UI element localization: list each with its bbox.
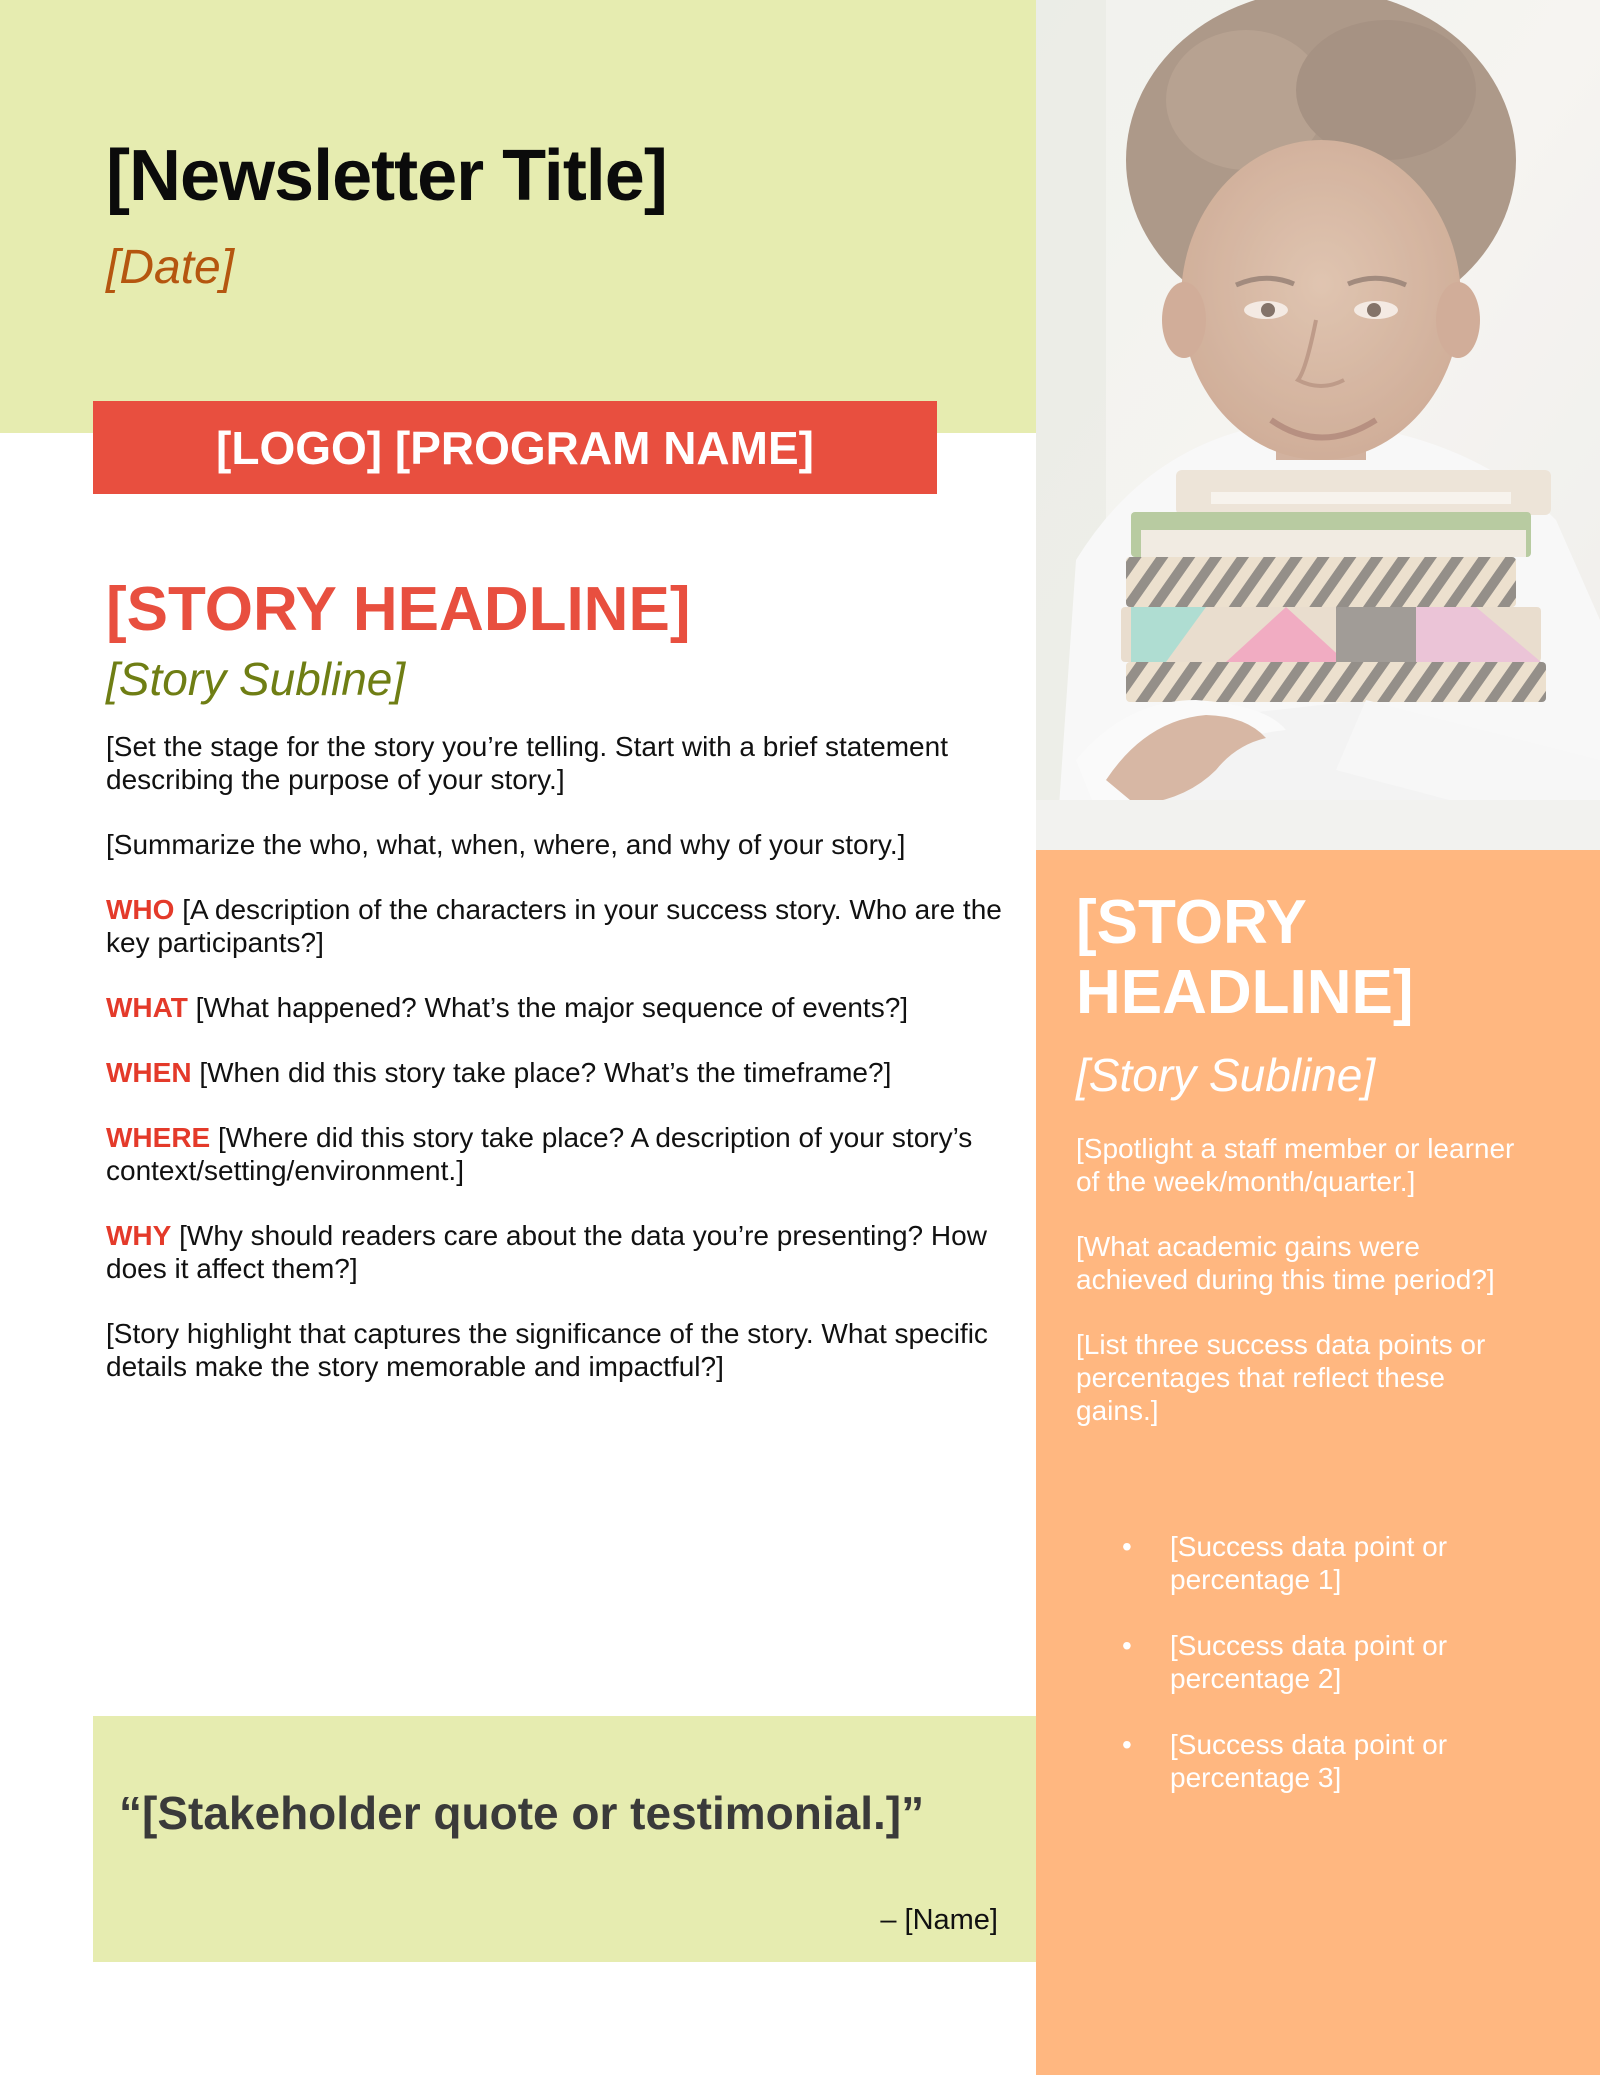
sidebar-spotlight: [Spotlight a staff member or learner of the week/month/quarter.] (1076, 1133, 1515, 1197)
newsletter-date: [Date] (106, 241, 235, 294)
who-text: [A description of the characters in your success story. Who are the key participants?] (106, 894, 1002, 958)
what-label: WHAT (106, 992, 188, 1023)
program-banner (93, 401, 937, 494)
story-summary: [Summarize the who, what, when, where, and why of your story.] (106, 829, 906, 860)
story-where (106, 1121, 1006, 1187)
where-label: WHERE (106, 1122, 211, 1153)
sidebar-gains: [What academic gains were achieved during this time period?] (1076, 1231, 1495, 1295)
why-label: WHY (106, 1220, 172, 1251)
when-text: [When did this story take place? What’s the timeframe?] (191, 1057, 892, 1088)
sidebar-body (1076, 1132, 1516, 1459)
story-intro: [Set the stage for the story you’re telling. Start with a brief statement describing the purpose of your story.] (106, 731, 948, 795)
story-subline: [Story Subline] (106, 653, 406, 705)
sidebar-list-intro: [List three success data points or percentages that reflect these gains.] (1076, 1329, 1486, 1426)
why-text: [Why should readers care about the data you’re presenting? How does it affect them?] (106, 1220, 987, 1284)
story-when (106, 1056, 1006, 1089)
sidebar (1036, 850, 1600, 2075)
story-what (106, 991, 1006, 1024)
student-photo (1036, 0, 1600, 850)
success-data-point: • [Success data point or percentage 1] (1076, 1530, 1500, 1596)
story-why (106, 1219, 1006, 1285)
success-data-point: • [Success data point or percentage 2] (1076, 1629, 1500, 1695)
sidebar-headline: [STORY HEADLINE] (1076, 888, 1414, 1027)
stakeholder-quote: “[Stakeholder quote or testimonial.]” (119, 1787, 925, 1839)
story-highlight: [Story highlight that captures the significance of the story. What specific details make the story memorable and impactful?] (106, 1318, 988, 1382)
program-name: [LOGO] [PROGRAM NAME] (216, 421, 814, 474)
story-body (106, 730, 1006, 1415)
success-data-point: • [Success data point or percentage 3] (1076, 1728, 1500, 1794)
story-who (106, 893, 1006, 959)
where-text: [Where did this story take place? A description of your story’s context/setting/environment.] (106, 1122, 973, 1186)
quote-attribution: – [Name] (880, 1904, 998, 1936)
quote-box (93, 1716, 1036, 1962)
who-label: WHO (106, 894, 175, 925)
newsletter-title: [Newsletter Title] (106, 136, 667, 216)
sidebar-subline: [Story Subline] (1076, 1049, 1376, 1101)
success-data-list (1076, 1530, 1556, 1827)
story-headline: [STORY HEADLINE] (106, 575, 691, 644)
what-text: [What happened? What’s the major sequence of events?] (187, 992, 909, 1023)
when-label: WHEN (106, 1057, 192, 1088)
